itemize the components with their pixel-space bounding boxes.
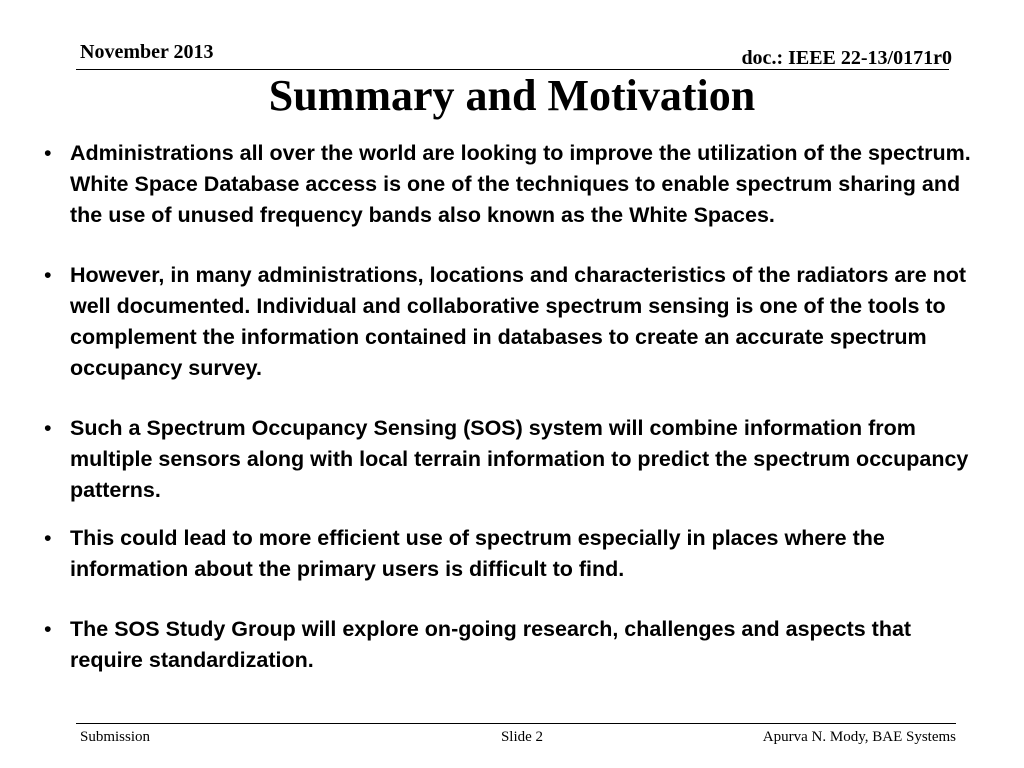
bullet-icon: • <box>44 526 52 550</box>
bullet-text: This could lead to more efficient use of spectrum especially in places where the information about the primary users is difficult to find. <box>70 526 885 581</box>
footer-author: Apurva N. Mody, BAE Systems <box>762 729 956 745</box>
document-id: doc.: IEEE 22-13/0171r0 <box>741 47 952 69</box>
bullet-text: The SOS Study Group will explore on-going research, challenges and aspects that require standardization. <box>70 617 912 672</box>
bullet-icon: • <box>44 617 52 641</box>
bullet-text: Such a Spectrum Occupancy Sensing (SOS) system will combine information from multiple sensors along with local terrain information to predict the spectrum occupancy patterns. <box>70 416 969 502</box>
bullet-text: However, in many administrations, locations and characteristics of the radiators are not well documented. Individual and collaborative spectrum sensing is one of the tools to complement the information contained in databases to create an accurate spectrum occupancy survey. <box>70 263 967 380</box>
bullet-item <box>44 523 974 585</box>
header-date: November 2013 <box>80 41 214 63</box>
bullet-item <box>44 260 974 384</box>
bullet-icon: • <box>44 416 52 440</box>
bullet-item <box>44 614 974 676</box>
slide-title: Summary and Motivation <box>268 71 756 120</box>
footer-divider <box>76 723 956 724</box>
footer-submission: Submission <box>80 729 151 745</box>
bullet-text: Administrations all over the world are looking to improve the utilization of the spectrum. White Space Database access is one of the techniques to enable spectrum sharing and the use of unused frequency bands also known as the White Spaces. <box>70 141 971 227</box>
bullet-item <box>44 413 974 506</box>
bullet-icon: • <box>44 263 52 287</box>
bullet-item <box>44 138 974 231</box>
bullet-list <box>44 138 974 676</box>
slide-number: Slide 2 <box>500 729 544 745</box>
bullet-icon: • <box>44 141 52 165</box>
